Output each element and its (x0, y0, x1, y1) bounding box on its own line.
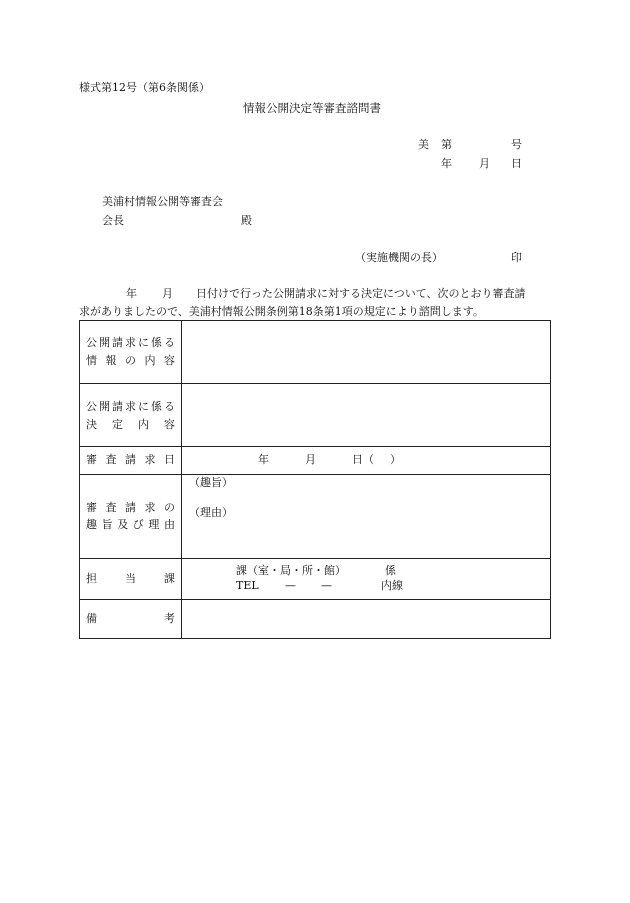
request-date-year: 年 (258, 453, 269, 466)
label-line: 趣 旨 及 び 理 由 (86, 518, 175, 531)
row-remarks (79, 599, 551, 639)
row-department (79, 558, 551, 600)
seal-mark: 印 (511, 251, 522, 264)
label-line: 審 査 請 求 日 (86, 453, 175, 466)
request-date-close: ） (390, 453, 401, 466)
document-title: 情報公開決定等審査諮問書 (243, 101, 381, 115)
kakari-label: 係 (385, 564, 396, 577)
tel-dash-1: — (285, 579, 296, 592)
row-department-label (79, 558, 182, 599)
label-line: 情 報 の 内 容 (86, 354, 175, 367)
ref-go: 号 (511, 138, 522, 151)
row-decision (79, 383, 551, 447)
addressee-org: 美浦村情報公開等審査会 (102, 195, 223, 208)
date-month: 月 (479, 157, 490, 170)
tel-label: TEL (236, 579, 259, 592)
row-request-info-label (79, 320, 182, 383)
addressee-chair: 会長 (102, 214, 124, 227)
label-line: 決 定 内 容 (86, 418, 175, 431)
label-line: 備 考 (86, 612, 175, 625)
request-date-day: 日（ (352, 453, 374, 466)
label-line: 審 査 請 求 の (86, 501, 175, 514)
body-month: 月 (162, 287, 173, 300)
body-year: 年 (126, 287, 137, 300)
tel-dash-2: — (321, 579, 332, 592)
label-line: 担 当 課 (86, 572, 175, 585)
naisen-label: 内線 (381, 579, 403, 592)
purpose-label: （趣旨） (189, 476, 233, 489)
row-request-info (79, 320, 551, 384)
addressee-honorific: 殿 (241, 214, 252, 227)
label-line: 公 開 請 求 に 係 る (86, 336, 175, 349)
row-purpose-reason-label (79, 474, 182, 558)
reason-label: （理由） (189, 506, 233, 519)
row-purpose-reason (79, 474, 551, 559)
sender-label: （実施機関の長） (355, 251, 443, 264)
request-date-month: 月 (305, 453, 316, 466)
row-remarks-label (79, 599, 182, 639)
row-request-date-label (79, 446, 182, 474)
ref-prefix: 美 (418, 138, 429, 151)
row-decision-label (79, 383, 182, 446)
dept-label: 課（室・局・所・館） (236, 564, 346, 577)
form-number: 様式第12号（第6条関係） (79, 81, 210, 94)
date-day: 日 (511, 157, 522, 170)
ref-dai: 第 (441, 138, 452, 151)
row-request-date (79, 446, 551, 475)
body-line2: 求がありましたので、美浦村情報公開条例第18条第1項の規定により諮問します。 (79, 305, 484, 318)
body-line1: 日付けで行った公開請求に対する決定について、次のとおり審査請 (196, 287, 526, 300)
label-line: 公 開 請 求 に 係 る (86, 400, 175, 413)
date-year: 年 (441, 157, 452, 170)
